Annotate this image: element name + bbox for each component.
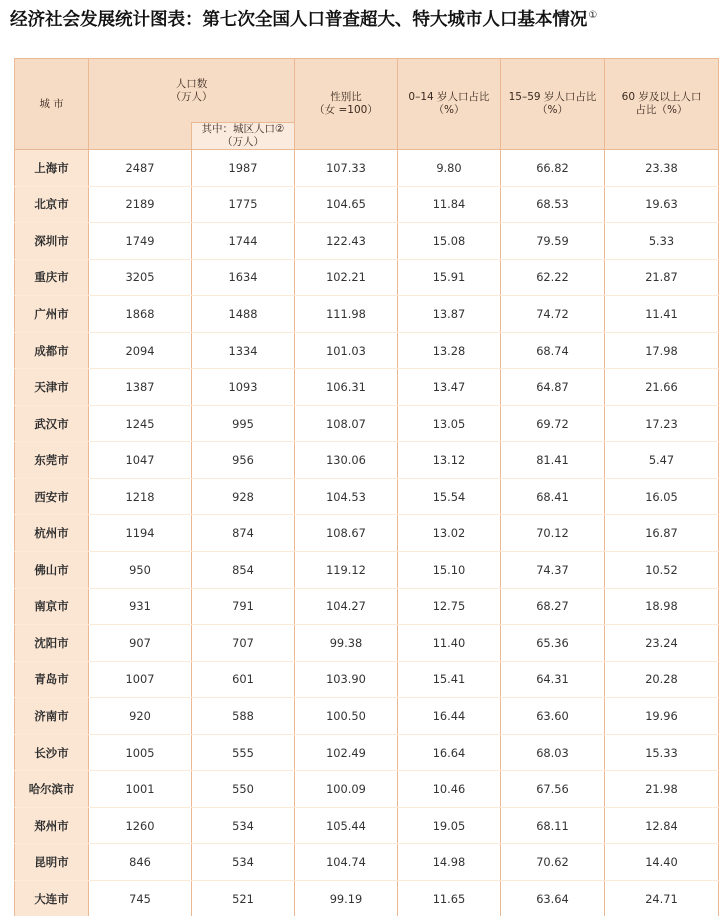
cell-age-0-14: 11.84 <box>398 186 501 223</box>
cell-age-0-14: 15.41 <box>398 661 501 698</box>
table-header <box>15 59 719 150</box>
cell-age-15-59: 64.87 <box>501 369 605 406</box>
cell-age-0-14: 15.10 <box>398 552 501 589</box>
header-age-60-plus <box>605 59 719 150</box>
table-row <box>15 259 719 296</box>
cell-age-0-14: 11.40 <box>398 625 501 662</box>
table-row <box>15 405 719 442</box>
table-row <box>15 515 719 552</box>
cell-sex-ratio: 104.27 <box>295 588 398 625</box>
table-row <box>15 442 719 479</box>
cell-age-15-59: 63.60 <box>501 698 605 735</box>
cell-age-0-14: 15.91 <box>398 259 501 296</box>
header-population-label: 人口数 （万人） <box>171 78 213 103</box>
cell-population: 931 <box>89 588 192 625</box>
cell-population: 1007 <box>89 661 192 698</box>
cell-sex-ratio: 103.90 <box>295 661 398 698</box>
cell-city: 天津市 <box>15 369 89 406</box>
cell-age-15-59: 64.31 <box>501 661 605 698</box>
cell-age-15-59: 69.72 <box>501 405 605 442</box>
cell-age-0-14: 13.87 <box>398 296 501 333</box>
header-age-0-14-label: 0–14 岁人口占比 （%） <box>408 91 489 116</box>
cell-population: 1005 <box>89 734 192 771</box>
cell-city: 长沙市 <box>15 734 89 771</box>
footnote-mark: ① <box>588 10 597 21</box>
cell-age-15-59: 74.72 <box>501 296 605 333</box>
cell-sex-ratio: 99.19 <box>295 880 398 916</box>
cell-urban-population: 601 <box>192 661 295 698</box>
title-text: 经济社会发展统计图表：第七次全国人口普查超大、特大城市人口基本情况 <box>10 10 587 30</box>
cell-urban-population: 995 <box>192 405 295 442</box>
cell-urban-population: 791 <box>192 588 295 625</box>
cell-city: 成都市 <box>15 332 89 369</box>
cell-population: 3205 <box>89 259 192 296</box>
header-population-spacer <box>89 123 192 150</box>
table-row <box>15 223 719 260</box>
table-row <box>15 588 719 625</box>
cell-urban-population: 874 <box>192 515 295 552</box>
cell-age-60-plus: 5.33 <box>605 223 719 260</box>
cell-population: 1218 <box>89 478 192 515</box>
table-row <box>15 150 719 187</box>
header-sex-ratio-label: 性别比 （女 =100） <box>314 91 378 116</box>
cell-age-15-59: 68.27 <box>501 588 605 625</box>
cell-population: 2189 <box>89 186 192 223</box>
cell-urban-population: 521 <box>192 880 295 916</box>
cell-age-0-14: 11.65 <box>398 880 501 916</box>
header-city <box>15 59 89 150</box>
cell-sex-ratio: 104.65 <box>295 186 398 223</box>
cell-city: 大连市 <box>15 880 89 916</box>
cell-sex-ratio: 107.33 <box>295 150 398 187</box>
cell-age-0-14: 10.46 <box>398 771 501 808</box>
cell-age-15-59: 74.37 <box>501 552 605 589</box>
cell-urban-population: 707 <box>192 625 295 662</box>
cell-city: 北京市 <box>15 186 89 223</box>
cell-urban-population: 1775 <box>192 186 295 223</box>
cell-urban-population: 1634 <box>192 259 295 296</box>
table-row <box>15 807 719 844</box>
cell-age-0-14: 9.80 <box>398 150 501 187</box>
cell-age-60-plus: 16.87 <box>605 515 719 552</box>
population-table <box>14 58 719 916</box>
cell-age-0-14: 13.02 <box>398 515 501 552</box>
cell-urban-population: 550 <box>192 771 295 808</box>
cell-age-60-plus: 19.96 <box>605 698 719 735</box>
cell-urban-population: 1987 <box>192 150 295 187</box>
cell-age-60-plus: 18.98 <box>605 588 719 625</box>
cell-urban-population: 1334 <box>192 332 295 369</box>
cell-age-15-59: 79.59 <box>501 223 605 260</box>
cell-urban-population: 928 <box>192 478 295 515</box>
cell-age-60-plus: 5.47 <box>605 442 719 479</box>
cell-urban-population: 1093 <box>192 369 295 406</box>
cell-age-15-59: 68.11 <box>501 807 605 844</box>
cell-city: 重庆市 <box>15 259 89 296</box>
cell-age-15-59: 63.64 <box>501 880 605 916</box>
cell-age-15-59: 68.53 <box>501 186 605 223</box>
cell-age-60-plus: 24.71 <box>605 880 719 916</box>
cell-city: 武汉市 <box>15 405 89 442</box>
header-population <box>89 59 295 123</box>
cell-age-60-plus: 21.98 <box>605 771 719 808</box>
cell-city: 东莞市 <box>15 442 89 479</box>
cell-sex-ratio: 102.49 <box>295 734 398 771</box>
header-age-15-59 <box>501 59 605 150</box>
cell-sex-ratio: 101.03 <box>295 332 398 369</box>
cell-age-60-plus: 21.66 <box>605 369 719 406</box>
cell-age-60-plus: 17.98 <box>605 332 719 369</box>
cell-sex-ratio: 100.09 <box>295 771 398 808</box>
header-age-15-59-label: 15–59 岁人口占比 （%） <box>509 91 597 116</box>
cell-sex-ratio: 119.12 <box>295 552 398 589</box>
cell-age-60-plus: 19.63 <box>605 186 719 223</box>
cell-population: 2487 <box>89 150 192 187</box>
table-row <box>15 698 719 735</box>
cell-urban-population: 854 <box>192 552 295 589</box>
cell-population: 1868 <box>89 296 192 333</box>
cell-city: 西安市 <box>15 478 89 515</box>
cell-sex-ratio: 100.50 <box>295 698 398 735</box>
header-urban-population-label: 其中：城区人口② （万人） <box>202 123 285 148</box>
cell-population: 1749 <box>89 223 192 260</box>
cell-age-0-14: 12.75 <box>398 588 501 625</box>
cell-age-60-plus: 16.05 <box>605 478 719 515</box>
table-row <box>15 552 719 589</box>
cell-age-15-59: 68.74 <box>501 332 605 369</box>
cell-age-0-14: 14.98 <box>398 844 501 881</box>
cell-population: 1194 <box>89 515 192 552</box>
cell-age-0-14: 13.47 <box>398 369 501 406</box>
cell-city: 深圳市 <box>15 223 89 260</box>
cell-age-60-plus: 17.23 <box>605 405 719 442</box>
table-row <box>15 734 719 771</box>
cell-age-60-plus: 15.33 <box>605 734 719 771</box>
cell-city: 青岛市 <box>15 661 89 698</box>
cell-urban-population: 1488 <box>192 296 295 333</box>
cell-city: 杭州市 <box>15 515 89 552</box>
cell-urban-population: 1744 <box>192 223 295 260</box>
cell-sex-ratio: 99.38 <box>295 625 398 662</box>
cell-age-0-14: 15.08 <box>398 223 501 260</box>
table-row <box>15 661 719 698</box>
cell-age-0-14: 16.44 <box>398 698 501 735</box>
cell-population: 907 <box>89 625 192 662</box>
cell-urban-population: 956 <box>192 442 295 479</box>
cell-sex-ratio: 102.21 <box>295 259 398 296</box>
cell-age-60-plus: 10.52 <box>605 552 719 589</box>
cell-city: 哈尔滨市 <box>15 771 89 808</box>
cell-sex-ratio: 104.53 <box>295 478 398 515</box>
cell-age-15-59: 68.03 <box>501 734 605 771</box>
cell-age-60-plus: 23.38 <box>605 150 719 187</box>
cell-population: 950 <box>89 552 192 589</box>
cell-population: 1245 <box>89 405 192 442</box>
cell-age-60-plus: 12.84 <box>605 807 719 844</box>
cell-city: 昆明市 <box>15 844 89 881</box>
table-row <box>15 478 719 515</box>
cell-urban-population: 555 <box>192 734 295 771</box>
cell-population: 846 <box>89 844 192 881</box>
cell-city: 上海市 <box>15 150 89 187</box>
cell-urban-population: 588 <box>192 698 295 735</box>
cell-population: 1260 <box>89 807 192 844</box>
cell-sex-ratio: 122.43 <box>295 223 398 260</box>
cell-urban-population: 534 <box>192 844 295 881</box>
cell-age-15-59: 66.82 <box>501 150 605 187</box>
cell-sex-ratio: 104.74 <box>295 844 398 881</box>
cell-city: 佛山市 <box>15 552 89 589</box>
header-age-0-14 <box>398 59 501 150</box>
cell-population: 1047 <box>89 442 192 479</box>
cell-age-15-59: 70.62 <box>501 844 605 881</box>
cell-sex-ratio: 108.07 <box>295 405 398 442</box>
table-row <box>15 332 719 369</box>
cell-population: 2094 <box>89 332 192 369</box>
cell-age-60-plus: 14.40 <box>605 844 719 881</box>
header-sex-ratio <box>295 59 398 150</box>
cell-age-0-14: 13.05 <box>398 405 501 442</box>
cell-city: 沈阳市 <box>15 625 89 662</box>
table-row <box>15 880 719 916</box>
table-row <box>15 844 719 881</box>
header-urban-population <box>192 123 295 150</box>
cell-age-0-14: 15.54 <box>398 478 501 515</box>
cell-population: 1387 <box>89 369 192 406</box>
cell-age-15-59: 65.36 <box>501 625 605 662</box>
cell-age-15-59: 70.12 <box>501 515 605 552</box>
cell-age-60-plus: 23.24 <box>605 625 719 662</box>
cell-age-15-59: 81.41 <box>501 442 605 479</box>
page-title <box>10 6 715 31</box>
table-body <box>15 150 719 916</box>
cell-age-0-14: 19.05 <box>398 807 501 844</box>
cell-sex-ratio: 106.31 <box>295 369 398 406</box>
cell-population: 745 <box>89 880 192 916</box>
cell-age-60-plus: 21.87 <box>605 259 719 296</box>
cell-sex-ratio: 105.44 <box>295 807 398 844</box>
cell-age-60-plus: 11.41 <box>605 296 719 333</box>
cell-age-0-14: 13.28 <box>398 332 501 369</box>
cell-population: 1001 <box>89 771 192 808</box>
cell-age-0-14: 16.64 <box>398 734 501 771</box>
cell-city: 广州市 <box>15 296 89 333</box>
table-row <box>15 771 719 808</box>
header-city-label: 城 市 <box>39 98 63 110</box>
cell-age-60-plus: 20.28 <box>605 661 719 698</box>
cell-sex-ratio: 108.67 <box>295 515 398 552</box>
table-row <box>15 369 719 406</box>
cell-sex-ratio: 111.98 <box>295 296 398 333</box>
cell-age-15-59: 68.41 <box>501 478 605 515</box>
cell-urban-population: 534 <box>192 807 295 844</box>
cell-city: 南京市 <box>15 588 89 625</box>
table-row <box>15 186 719 223</box>
cell-age-0-14: 13.12 <box>398 442 501 479</box>
cell-age-15-59: 67.56 <box>501 771 605 808</box>
cell-city: 郑州市 <box>15 807 89 844</box>
table-row <box>15 625 719 662</box>
cell-sex-ratio: 130.06 <box>295 442 398 479</box>
cell-age-15-59: 62.22 <box>501 259 605 296</box>
header-age-60-plus-label: 60 岁及以上人口 占比（%） <box>622 91 702 116</box>
cell-population: 920 <box>89 698 192 735</box>
table-row <box>15 296 719 333</box>
cell-city: 济南市 <box>15 698 89 735</box>
